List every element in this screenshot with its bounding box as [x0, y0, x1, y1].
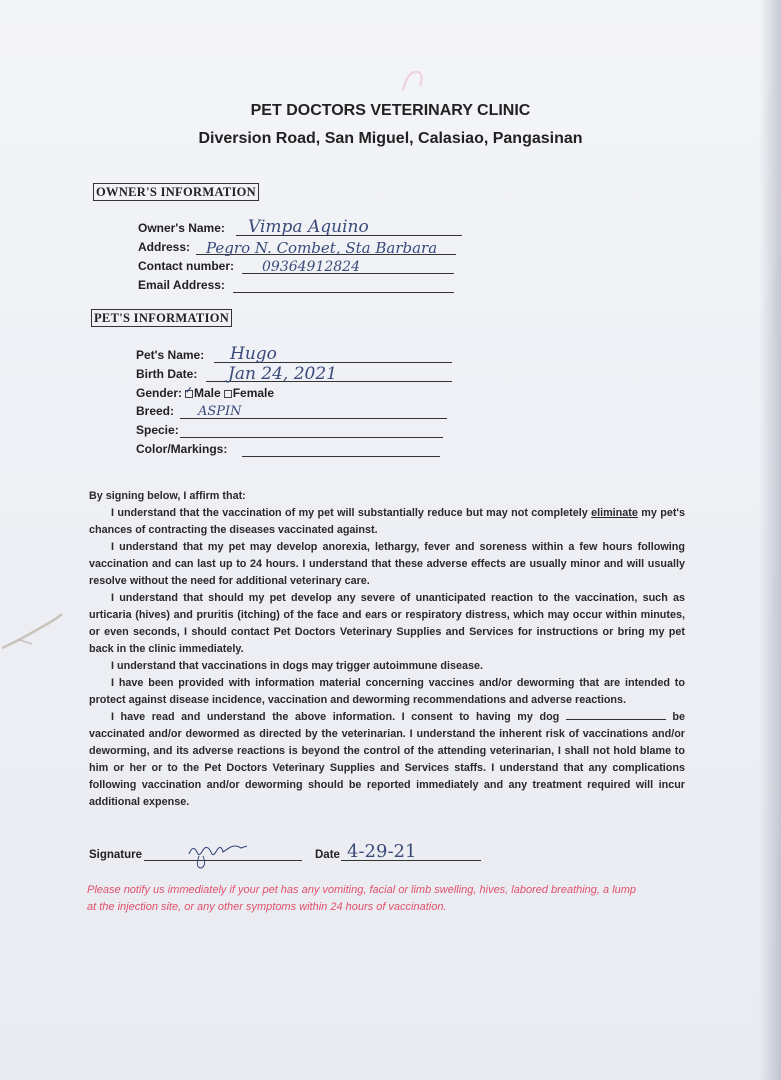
vaccination-notice: Please notify us immediately if your pet has any vomiting, facial or limb swelling, hives, labored breathing, a lump at the injection site, or any other symptoms within 24 hours of vaccination. [87, 884, 637, 913]
contact-number-field[interactable] [138, 257, 458, 275]
owner-name-value: Vimpa Aquino [248, 217, 369, 237]
gender-female-checkbox[interactable] [224, 390, 232, 398]
pet-name-value: Hugo [230, 344, 277, 364]
signature-scribble [185, 838, 255, 872]
breed-label: Breed: [136, 404, 175, 418]
clinic-address: Diversion Road, San Miguel, Calasiao, Pangasinan [198, 130, 583, 147]
consent-intro: By signing below, I affirm that: [89, 490, 246, 502]
contact-number-value: 09364912824 [262, 259, 360, 275]
address-value: Pegro N. Combet, Sta Barbara [206, 239, 438, 257]
consent-paragraph-6: I have read and understand the above information. I consent to having my dog be vaccinated and/or dewormed as directed by the veterinarian. I understand the inherent risk of vaccinations and/or deworming, and its adverse reactions is beyond the control of the attending veterinarian, I shall not hold blame to him or her or to the Pet Doctors Veterinary Supplies and Services staffs. I understand that any complications following vaccination and/or deworming should be reported immediately and any treatment required will incur additional expense. [89, 711, 685, 808]
consent-paragraph-1: I understand that the vaccination of my pet will substantially reduce but may not completely eliminate my pet's chances of contracting the diseases vaccinated against. [89, 507, 685, 536]
owner-section-heading: OWNER'S INFORMATION [93, 183, 259, 201]
gender-female-label: Female [232, 386, 275, 400]
birth-date-field[interactable] [136, 365, 456, 383]
address-label: Address: [138, 240, 191, 254]
gender-field [136, 384, 336, 402]
breed-value: ASPIN [198, 404, 242, 419]
pet-section-heading: PET'S INFORMATION [91, 309, 232, 327]
pet-name-field[interactable] [136, 346, 456, 364]
date-label: Date [315, 849, 340, 861]
specie-label: Specie: [136, 423, 179, 437]
color-markings-label: Color/Markings: [136, 442, 228, 456]
birth-date-label: Birth Date: [136, 367, 198, 381]
contact-number-label: Contact number: [138, 259, 234, 273]
owner-name-label: Owner's Name: [138, 221, 225, 235]
email-label: Email Address: [138, 278, 225, 292]
breed-field[interactable] [136, 402, 456, 420]
birth-date-value: Jan 24, 2021 [228, 364, 338, 384]
signature-row [89, 842, 509, 864]
dog-name-blank[interactable] [566, 709, 666, 720]
page-smudge [0, 610, 70, 650]
gender-label: Gender: [136, 386, 183, 400]
consent-paragraph-4: I understand that vaccinations in dogs may trigger autoimmune disease. [111, 660, 483, 672]
color-markings-field[interactable] [136, 440, 456, 458]
signature-label: Signature [89, 849, 143, 861]
specie-field[interactable] [136, 421, 456, 439]
email-field[interactable] [138, 276, 458, 294]
consent-text [89, 488, 685, 811]
consent-paragraph-5: I have been provided with information material concerning vaccines and/or deworming that are intended to protect against disease incidence, vaccination and deworming recommendations and adverse reactions. [89, 677, 685, 706]
gender-male-checkbox[interactable] [185, 390, 193, 398]
gender-male-label: Male [194, 386, 221, 400]
pet-name-label: Pet's Name: [136, 348, 205, 362]
address-field[interactable] [138, 238, 538, 256]
consent-paragraph-3: I understand that should my pet develop any severe of unanticipated reaction to the vaccination, such as urticaria (hives) and pruritis (itching) of the face and ears or respiratory distress, which may occur within minutes, or even seconds, I should contact Pet Doctors Veterinary Supplies and Services for instructions or bring my pet back in the clinic immediately. [89, 592, 685, 655]
date-value: 4-29-21 [347, 841, 417, 862]
pink-ink-mark [398, 60, 428, 100]
owner-name-field[interactable] [138, 219, 463, 237]
clinic-name: PET DOCTORS VETERINARY CLINIC [250, 102, 531, 119]
consent-paragraph-2: I understand that my pet may develop anorexia, lethargy, fever and soreness within a few hours following vaccination and can last up to 24 hours. I understand that these adverse effects are usually minor and will usually resolve without the need for additional veterinary care. [89, 541, 685, 587]
page-edge-shadow [759, 0, 781, 1080]
